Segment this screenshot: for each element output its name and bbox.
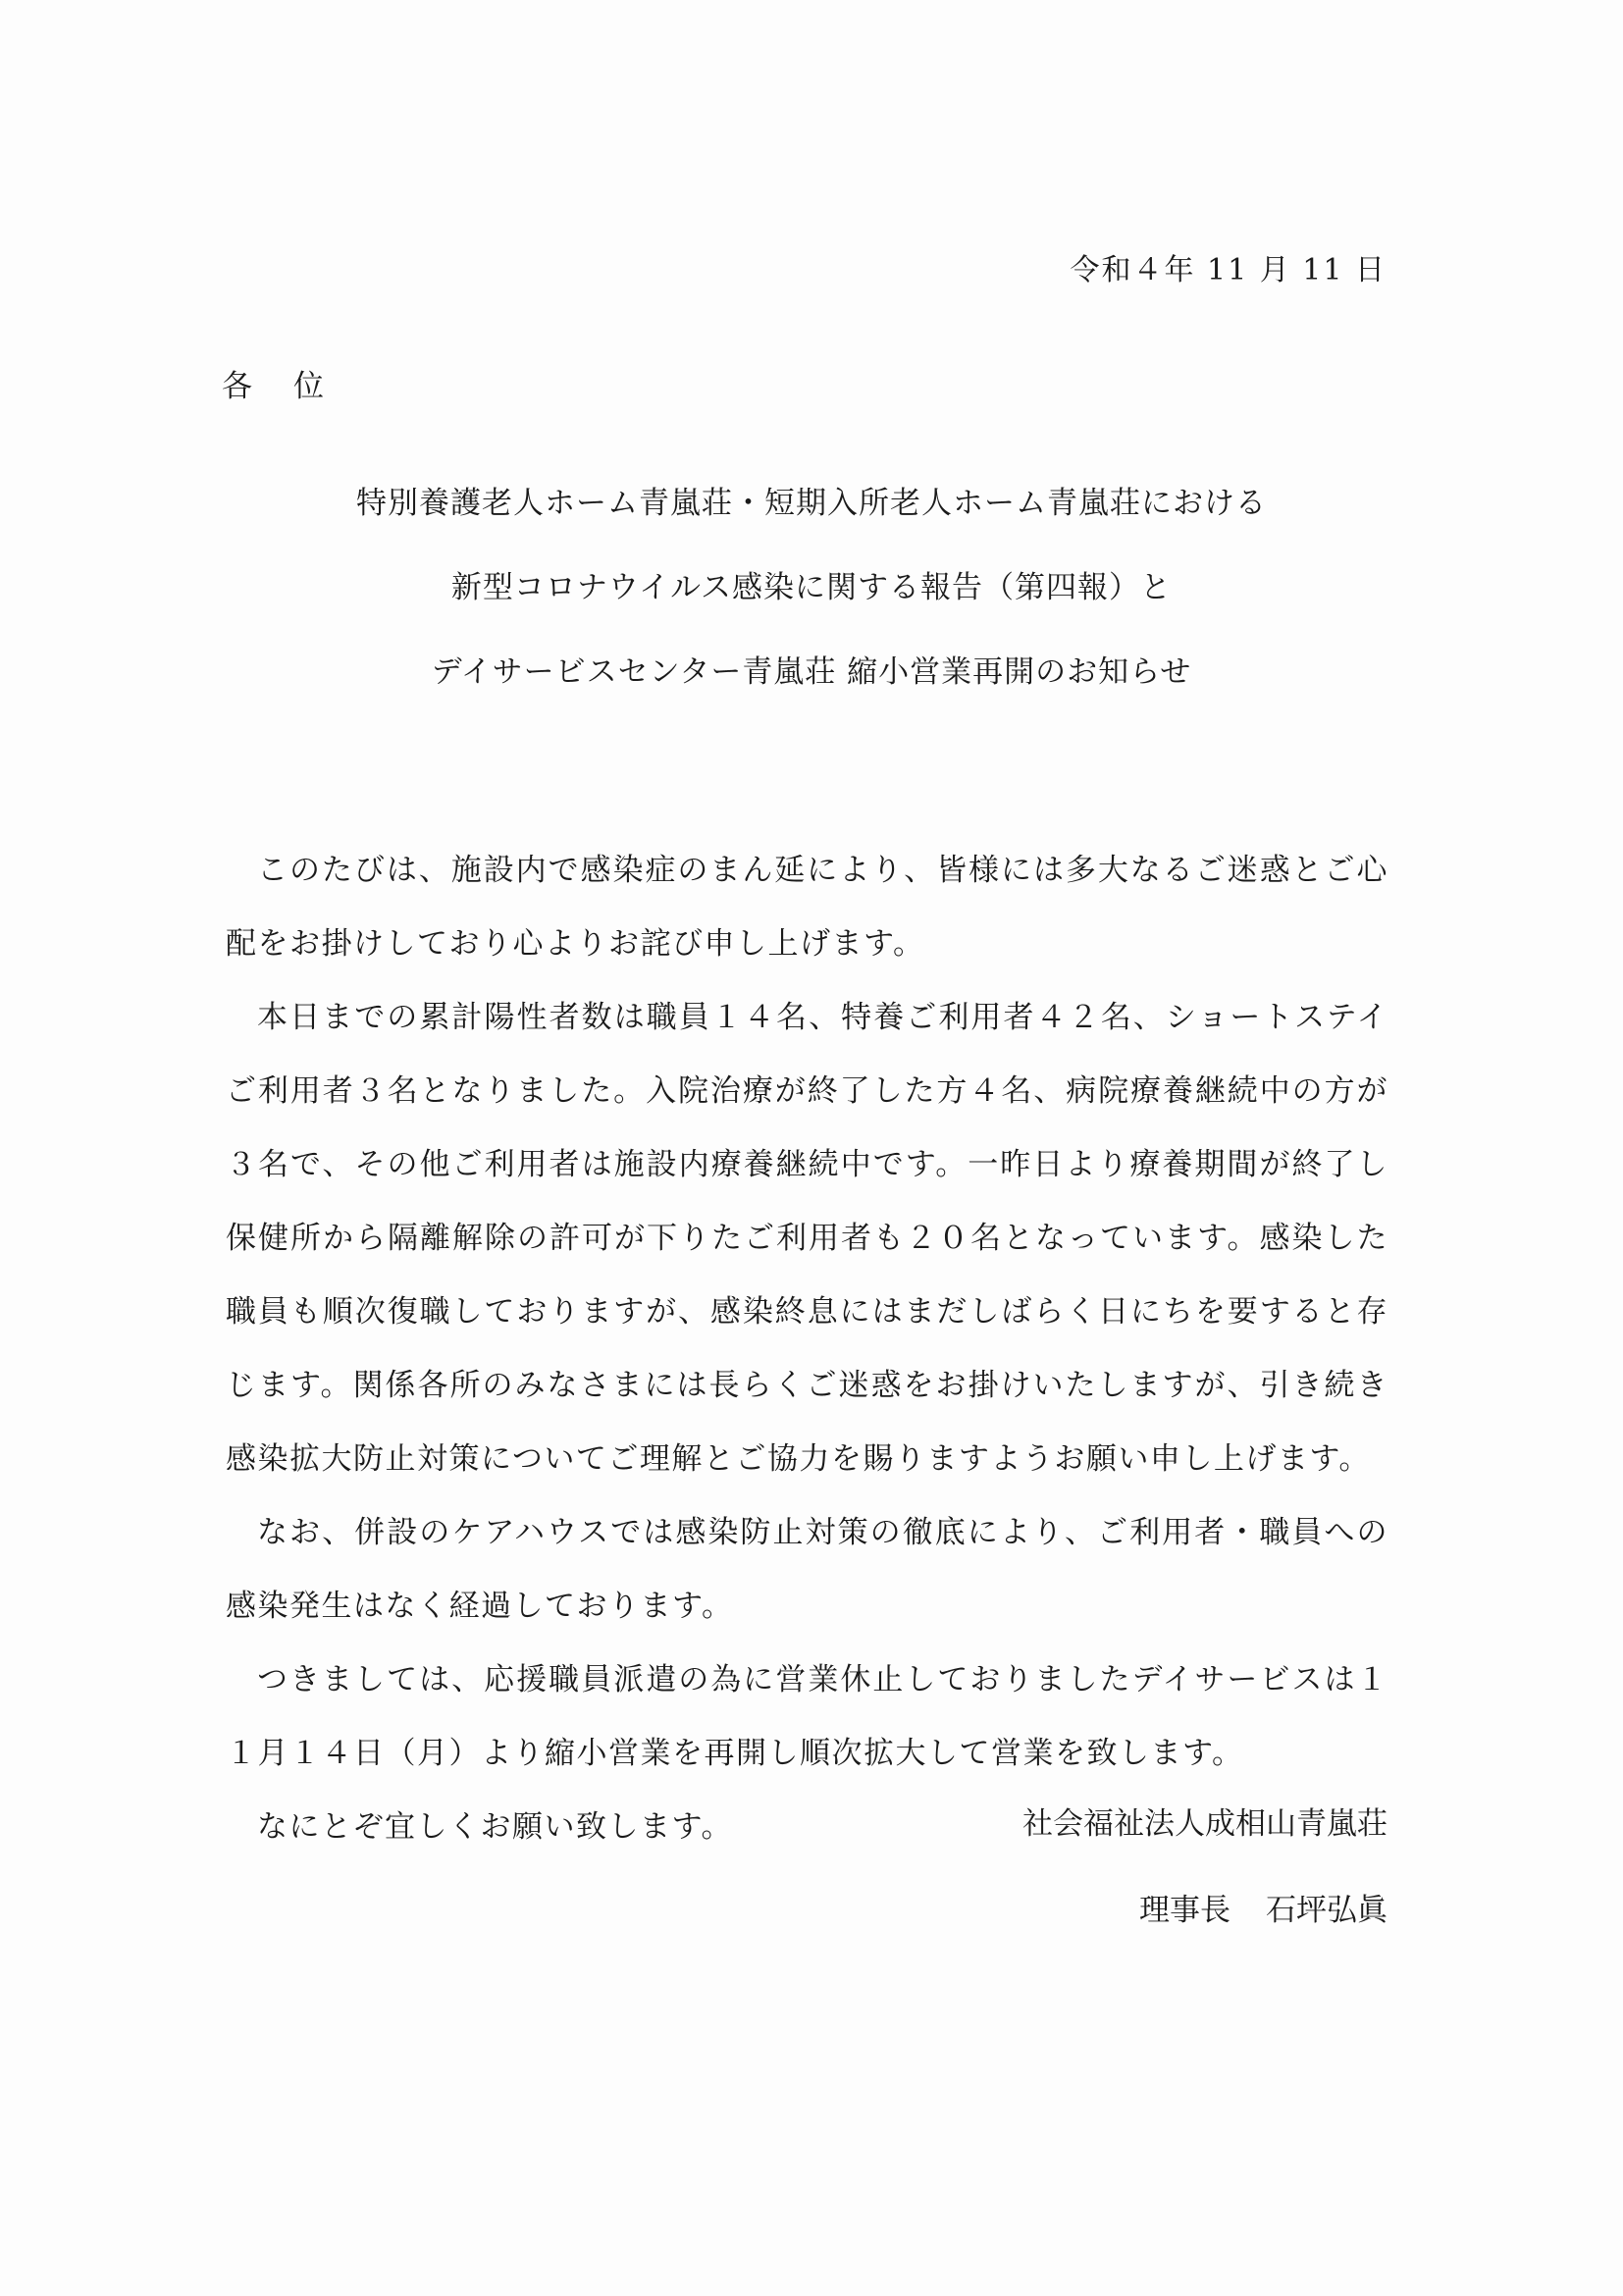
recipients-salutation: 各位 bbox=[222, 369, 365, 404]
title-line: デイサービスセンター青嵐荘 縮小営業再開のお知らせ bbox=[431, 654, 1192, 690]
document-date: 令和４年 11 月 11 日 bbox=[1070, 253, 1387, 287]
document-title bbox=[0, 461, 1623, 714]
signature-name: 石坪弘眞 bbox=[1266, 1893, 1387, 1928]
signature-block bbox=[1022, 1781, 1387, 1954]
body-paragraph: 本日までの累計陽性者数は職員１４名、特養ご利用者４２名、ショートステイご利用者３名となりました。入院治療が終了した方４名、病院療養継続中の方が３名で、その他ご利用者は施設内療養継続中です。一昨日より療養期間が終了し保健所から隔離解除の許可が下りたご利用者も２０名となっています。感染した職員も順次復職しておりますが、感染終息にはまだしばらく日にちを要すると存じます。関係各所のみなさまには長らくご迷惑をお掛けいたしますが、引き続き感染拡大防止対策についてご理解とご協力を賜りますようお願い申し上げます。 bbox=[226, 1000, 1388, 1477]
body-paragraph: このたびは、施設内で感染症のまん延により、皆様には多大なるご迷惑とご心配をお掛けしており心よりお詫び申し上げます。 bbox=[226, 853, 1388, 962]
title-line: 新型コロナウイルス感染に関する報告（第四報）と bbox=[450, 570, 1173, 605]
document-body bbox=[226, 834, 1388, 1864]
signature-person bbox=[1022, 1867, 1387, 1954]
title-line: 特別養護老人ホーム青嵐荘・短期入所老人ホーム青嵐荘における bbox=[356, 486, 1267, 521]
signature-title: 理事長 bbox=[1139, 1893, 1230, 1928]
body-paragraph: なにとぞ宜しくお願い致します。 bbox=[257, 1809, 734, 1845]
body-paragraph: つきましては、応援職員派遣の為に営業休止しておりましたデイサービスは１１月１４日（月）より縮小営業を再開し順次拡大して営業を致します。 bbox=[226, 1662, 1388, 1771]
signature-organization: 社会福祉法人成相山青嵐荘 bbox=[1022, 1806, 1387, 1842]
body-paragraph: なお、併設のケアハウスでは感染防止対策の徹底により、ご利用者・職員への感染発生はなく経過しております。 bbox=[226, 1515, 1388, 1624]
